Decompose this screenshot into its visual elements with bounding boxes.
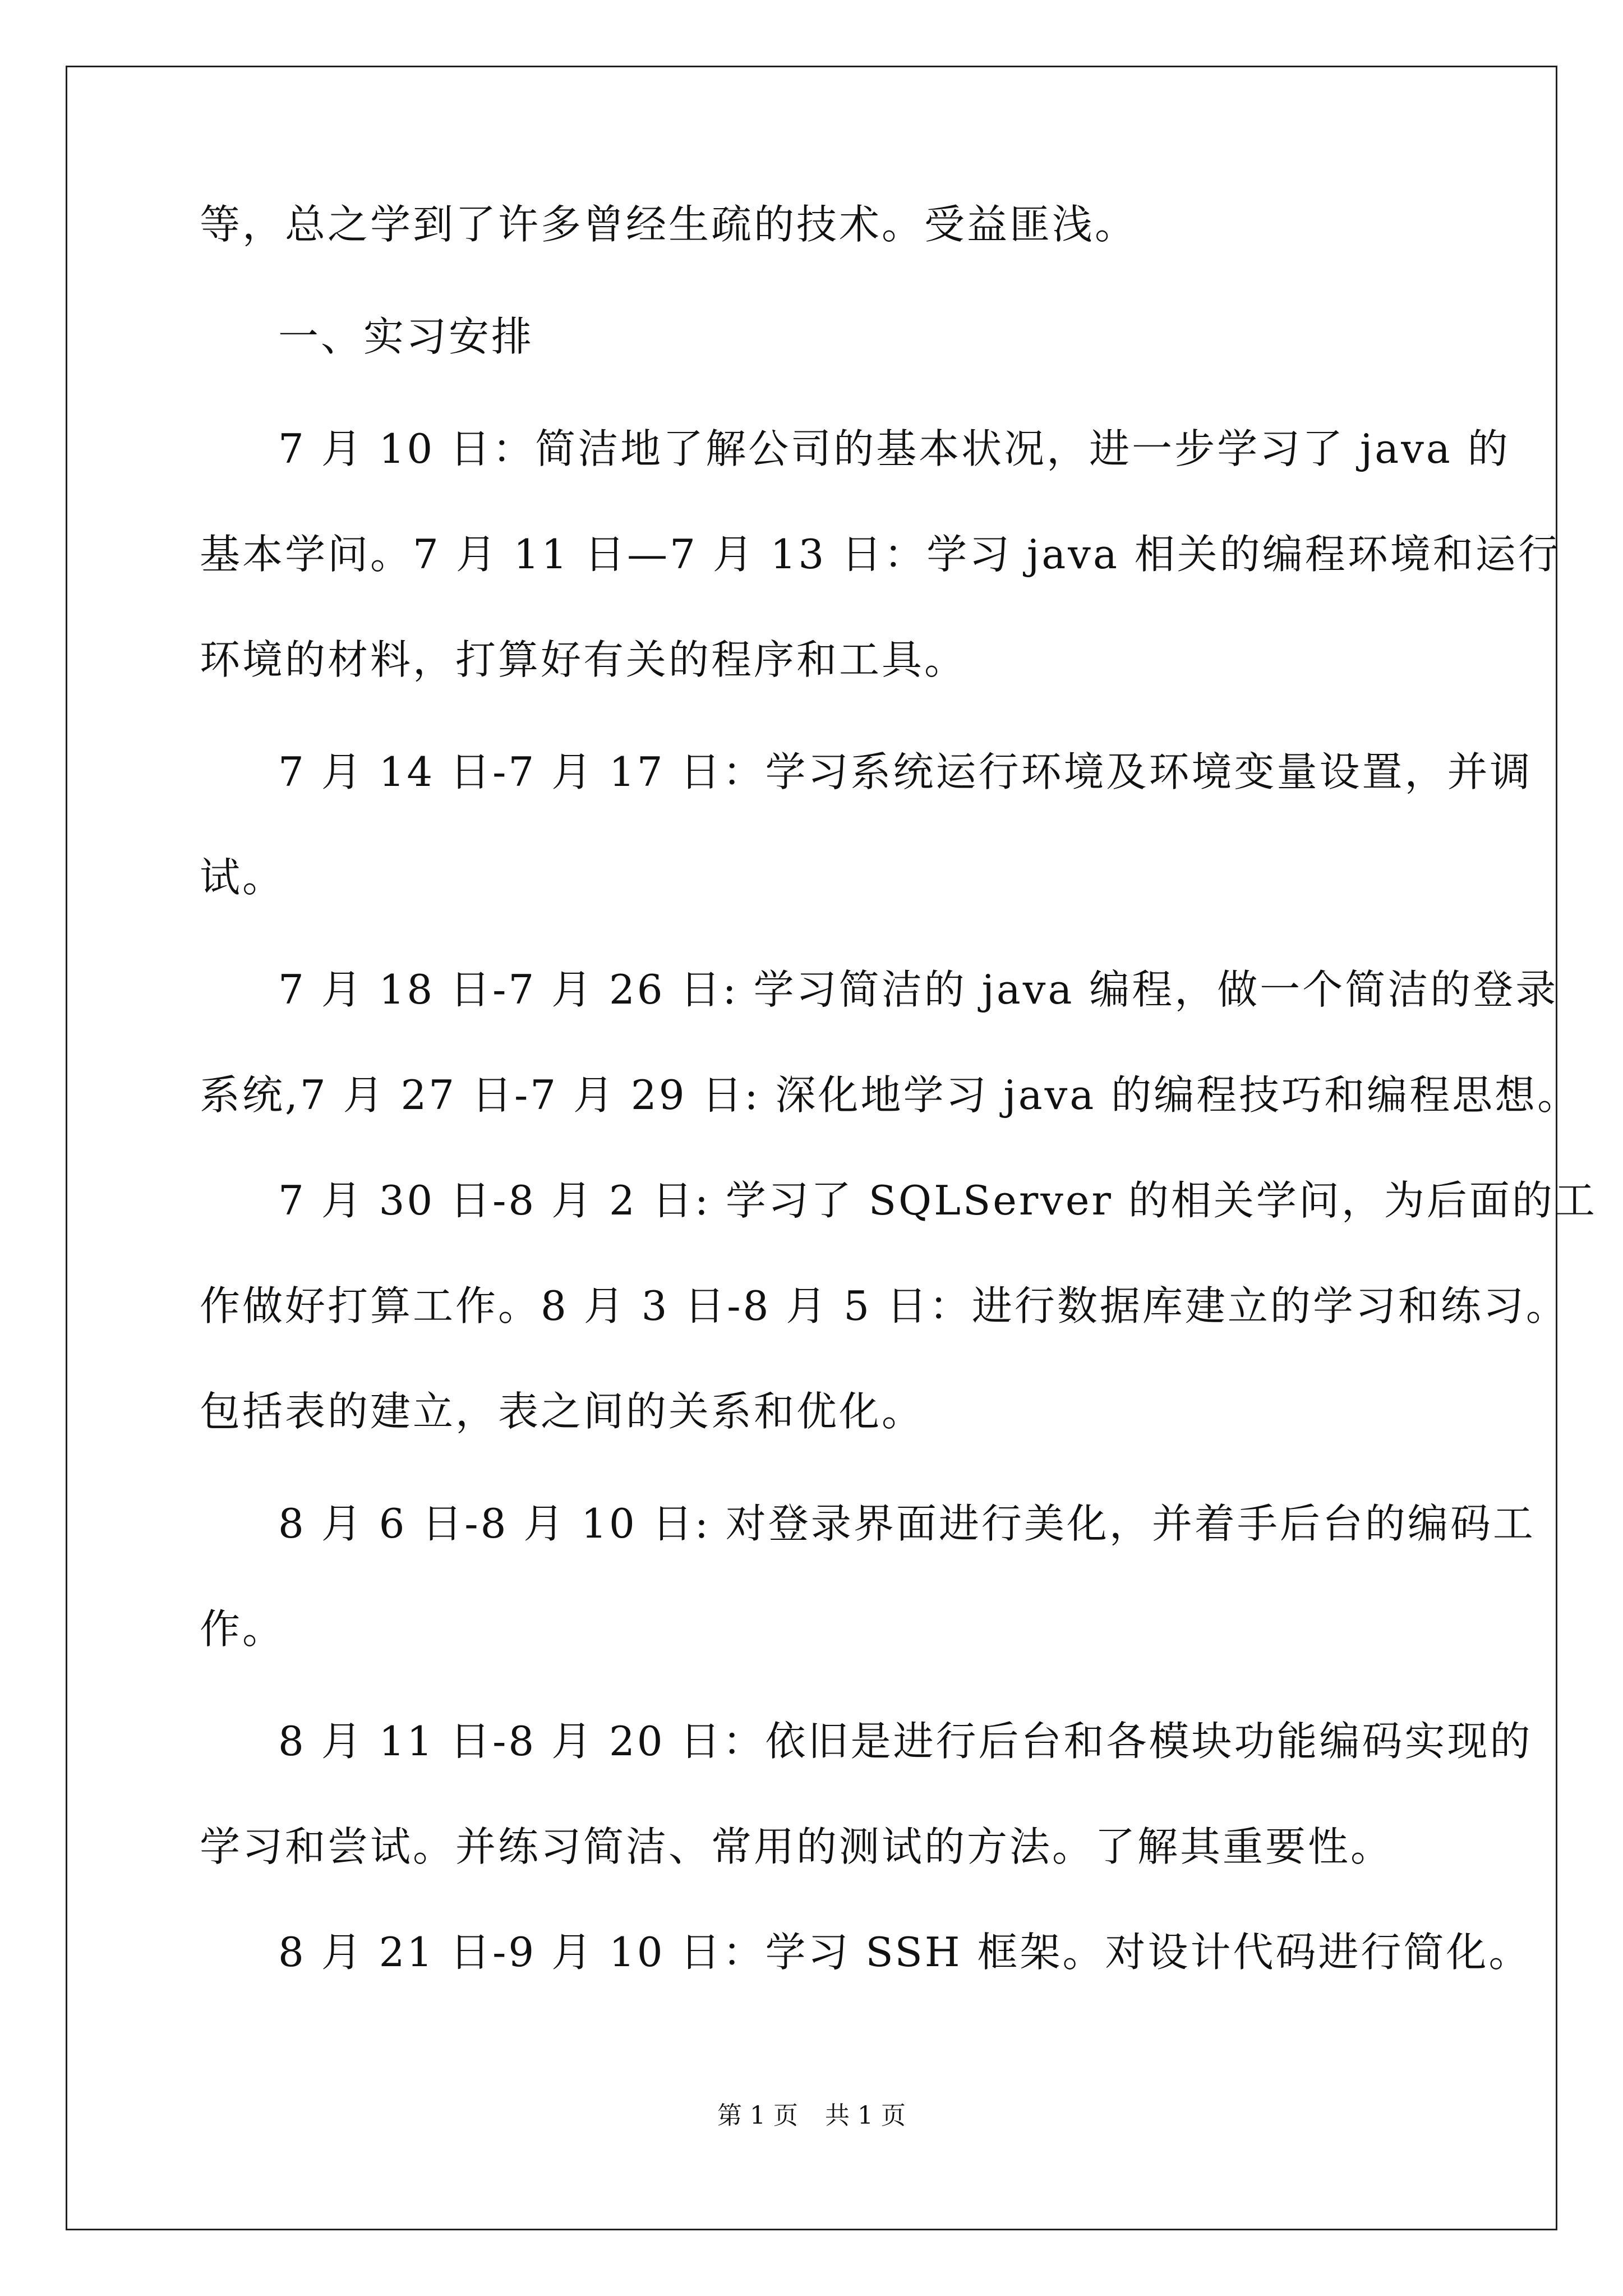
text-line: 7 月 18 日-7 月 26 日: 学习简洁的 java 编程，做一个简洁的登录 [278,966,1559,1013]
page-footer [0,2095,1623,2131]
text-line: 作。 [200,1605,285,1653]
text-line: 8 月 11 日-8 月 20 日：依旧是进行后台和各模块功能编码实现的 [278,1718,1533,1765]
text-line: 作做好打算工作。8 月 3 日-8 月 5 日：进行数据库建立的学习和练习。 [200,1282,1569,1329]
page-number: 第 1 页 [717,2101,798,2130]
text-line: 7 月 30 日-8 月 2 日: 学习了 SQLServer 的相关学问，为后面的工 [278,1177,1597,1224]
text-line: 系统,7 月 27 日-7 月 29 日: 深化地学习 java 的编程技巧和编程思想。 [200,1071,1580,1119]
text-line: 学习和尝试。并练习简洁、常用的测试的方法。了解其重要性。 [200,1823,1394,1870]
text-line: 包括表的建立，表之间的关系和优化。 [200,1388,925,1435]
page-total: 共 1 页 [825,2101,906,2130]
text-line: 7 月 10 日：简洁地了解公司的基本状况，进一步学习了 java 的 [278,425,1510,472]
section-heading: 一、实习安排 [278,313,534,360]
text-line: 试。 [200,854,285,901]
text-line: 8 月 21 日-9 月 10 日：学习 SSH 框架。对设计代码进行简化。 [278,1929,1532,1976]
text-line: 8 月 6 日-8 月 10 日: 对登录界面进行美化，并着手后台的编码工 [278,1500,1536,1547]
page-border [66,66,1557,2230]
text-line: 环境的材料，打算好有关的程序和工具。 [200,636,967,683]
text-line: 基本学问。7 月 11 日—7 月 13 日：学习 java 相关的编程环境和运行 [200,531,1561,578]
text-line: 等，总之学到了许多曾经生疏的技术。受益匪浅。 [200,201,1138,248]
text-line: 7 月 14 日-7 月 17 日：学习系统运行环境及环境变量设置，并调 [278,748,1533,795]
